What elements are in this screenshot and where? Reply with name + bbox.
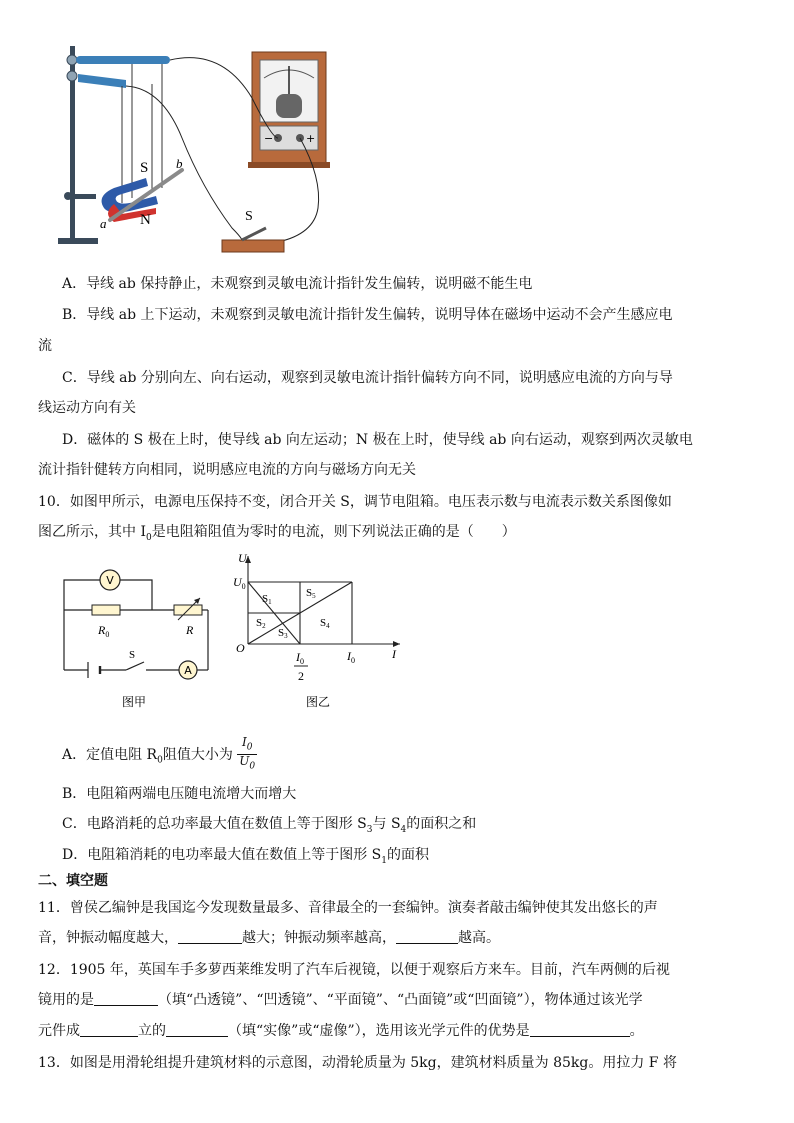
- q9-option-d-line2: 流计指针健转方向相同，说明感应电流的方向与磁场方向无关: [38, 462, 416, 478]
- stand-base: [58, 238, 98, 244]
- region-s5: S5: [306, 587, 316, 600]
- voltmeter-label: V: [106, 574, 114, 587]
- q11-line2: 音，钟振动幅度越大， 越大；钟振动频率越高， 越高。: [38, 930, 500, 946]
- label-switch: S: [129, 649, 136, 661]
- q9-option-a: A．导线 ab 保持静止，未观察到灵敏电流计指针发生偏转，说明磁不能生电: [62, 276, 533, 292]
- q12-line3: 元件成 立的 （填“实像”或“虚像”），选用该光学元件的优势是 。: [38, 1023, 644, 1039]
- q9-option-c-line2: 线运动方向有关: [38, 400, 136, 416]
- q10-option-d: D．电阻箱消耗的电功率最大值在数值上等于图形 $S_1$的面积: [62, 847, 429, 866]
- switch-base: [222, 240, 284, 252]
- q9-option-d-line1: D．磁体的 S 极在上时，使导线 ab 向左运动；N 极在上时，使导线 ab 向右运动，观察到两次灵敏电: [62, 432, 693, 448]
- caption-figure-a: 图甲: [121, 695, 147, 709]
- label-switch-S: S: [245, 209, 253, 224]
- switch-lever: [242, 228, 266, 240]
- q11-line1: 11．曾侯乙编钟是我国迄今发现数量最多、音律最全的一套编钟。演奏者敲击编钟使其发出悠长的声: [38, 900, 658, 916]
- region-s4: S4: [320, 617, 330, 630]
- upper-arm: [76, 56, 170, 64]
- svg-text:+: +: [306, 132, 316, 145]
- section-title-fill-in: 二、填空题: [38, 873, 108, 889]
- q12-line1: 12．1905 年，英国车手多萝西莱维发明了汽车后视镜，以便于观察后方来车。目前，汽车两侧的后视: [38, 962, 670, 978]
- q10-stem-line1: 10．如图甲所示，电源电压保持不变，闭合开关 S，调节电阻箱。电压表示数与电流表示数关系图像如: [38, 494, 672, 510]
- ammeter-label: A: [184, 664, 192, 677]
- q11-blank-2[interactable]: [396, 929, 458, 944]
- label-N: N: [140, 212, 151, 228]
- q9-option-b-line1: B．导线 ab 上下运动，未观察到灵敏电流计指针发生偏转，说明导体在磁场中运动不会产生感应电: [62, 307, 673, 323]
- circuit-diagram: [56, 558, 216, 712]
- resistor-r0: [92, 605, 120, 615]
- label-r0: $R_0$: [98, 623, 110, 639]
- q11-blank-1[interactable]: [178, 929, 242, 944]
- tick-half-i0-num: $I_0$: [296, 650, 304, 666]
- region-s3: S3: [278, 627, 288, 640]
- label-r: R: [186, 623, 194, 637]
- label-a: a: [100, 216, 107, 231]
- region-s1: S1: [262, 593, 272, 606]
- q13-line1: 13．如图是用滑轮组提升建筑材料的示意图，动滑轮质量为 5kg，建筑材料质量为 85kg。用拉力 F 将: [38, 1055, 677, 1071]
- q12-blank-3[interactable]: [166, 1022, 228, 1037]
- induction-apparatus-figure: [52, 38, 352, 260]
- axis-label-i: I: [392, 647, 396, 661]
- q12-blank-1[interactable]: [94, 991, 158, 1006]
- lower-arm: [78, 74, 126, 88]
- q10-option-a: A．定值电阻 $R_0$阻值大小为 $\frac{I_0}{U_0}$: [62, 735, 256, 772]
- origin-label: O: [236, 641, 245, 655]
- svg-text:−: −: [264, 132, 274, 145]
- fraction-i0-over-u0: $\frac{I_0}{U_0}$: [239, 735, 256, 772]
- q9-option-b-line2: 流: [38, 338, 52, 354]
- caption-figure-b: 图乙: [305, 695, 331, 709]
- q10-option-c: C．电路消耗的总功率最大值在数值上等于图形 $S_3$与 $S_4$的面积之和: [62, 816, 477, 835]
- q10-stem-line2: 图乙所示，其中 $I_0$是电阻箱阻值为零时的电流，则下列说法正确的是（ ）: [38, 524, 516, 543]
- tick-half-i0-den: 2: [298, 669, 304, 683]
- q12-blank-4[interactable]: [530, 1022, 630, 1037]
- q12-blank-2[interactable]: [80, 1022, 138, 1037]
- q10-option-b: B．电阻箱两端电压随电流增大而增大: [62, 786, 297, 802]
- ui-graph: [232, 550, 412, 714]
- q9-option-c-line1: C．导线 ab 分别向左、向右运动，观察到灵敏电流计指针偏转方向不同，说明感应电流的方向与导: [62, 370, 673, 386]
- tick-i0: $I_0$: [347, 649, 355, 665]
- label-S: S: [140, 160, 149, 176]
- tick-u0: $U_0$: [233, 575, 246, 591]
- q12-line2: 镜用的是 （填“凸透镜”、“凹透镜”、“平面镜”、“凸面镜”或“凹面镜”），物体通过该光学: [38, 992, 643, 1008]
- region-s2: S2: [256, 617, 266, 630]
- label-b: b: [176, 156, 183, 171]
- axis-label-u: U: [238, 551, 247, 565]
